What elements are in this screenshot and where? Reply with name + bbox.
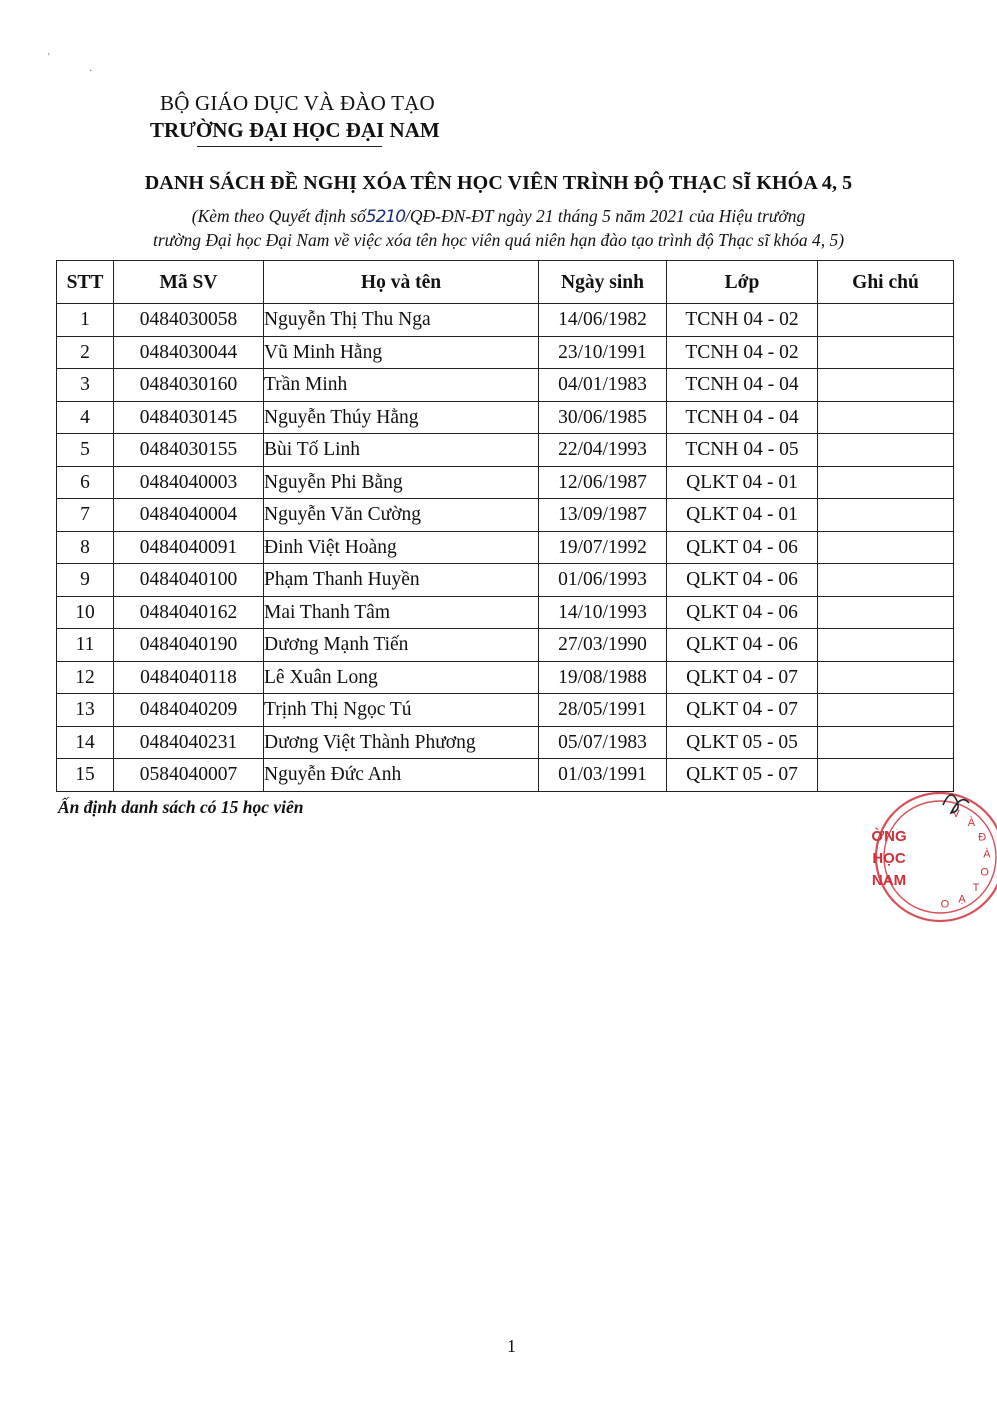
note-cell [818,564,954,597]
table-row [57,596,954,629]
full-name: Trịnh Thị Ngọc Tú [264,694,539,727]
birth-date: 28/05/1991 [539,694,667,727]
note-cell [818,304,954,337]
official-seal [845,765,991,940]
note-cell [818,401,954,434]
table-row [57,304,954,337]
birth-date: 22/04/1993 [539,434,667,467]
header-student-id: Mã SV [114,261,264,304]
table-row [57,629,954,662]
full-name: Nguyễn Phi Bằng [264,466,539,499]
class-code: TCNH 04 - 05 [667,434,818,467]
subtitle-prefix: (Kèm theo Quyết định số [191,206,366,226]
class-code: QLKT 04 - 01 [667,499,818,532]
row-number: 7 [57,499,114,532]
note-cell [818,694,954,727]
row-number: 9 [57,564,114,597]
full-name: Phạm Thanh Huyền [264,564,539,597]
note-cell [818,369,954,402]
seal-ring-letter: Đ [978,831,987,844]
header-stt: STT [57,261,114,304]
birth-date: 14/10/1993 [539,596,667,629]
student-id: 0484040100 [114,564,264,597]
class-code: QLKT 04 - 06 [667,629,818,662]
seal-ring-letter: T [972,882,980,895]
table-row [57,401,954,434]
student-id: 0484040004 [114,499,264,532]
birth-date: 12/06/1987 [539,466,667,499]
note-cell [818,531,954,564]
note-cell [818,661,954,694]
note-cell [818,434,954,467]
full-name: Nguyễn Văn Cường [264,499,539,532]
student-id: 0484040162 [114,596,264,629]
student-id: 0484030058 [114,304,264,337]
header-birth-date: Ngày sinh [539,261,667,304]
class-code: TCNH 04 - 04 [667,401,818,434]
table-row [57,564,954,597]
birth-date: 19/08/1988 [539,661,667,694]
student-id: 0584040007 [114,759,264,792]
row-number: 8 [57,531,114,564]
full-name: Trần Minh [264,369,539,402]
birth-date: 04/01/1983 [539,369,667,402]
student-id: 0484040003 [114,466,264,499]
full-name: Dương Mạnh Tiến [264,629,539,662]
full-name: Dương Việt Thành Phương [264,726,539,759]
table-row [57,694,954,727]
birth-date: 30/06/1985 [539,401,667,434]
note-cell [818,726,954,759]
page-number: 1 [507,1336,516,1356]
seal-ring-letter: V [952,807,960,820]
scan-mark: · [89,66,93,77]
class-code: QLKT 05 - 07 [667,759,818,792]
full-name: Lê Xuân Long [264,661,539,694]
class-code: QLKT 04 - 06 [667,531,818,564]
class-code: QLKT 04 - 06 [667,596,818,629]
class-code: QLKT 04 - 06 [667,564,818,597]
class-code: QLKT 04 - 01 [667,466,818,499]
table-row [57,336,954,369]
row-number: 5 [57,434,114,467]
row-number: 10 [57,596,114,629]
seal-ring-letter: Ạ [958,893,966,906]
table-body [57,304,954,792]
row-number: 12 [57,661,114,694]
birth-date: 05/07/1983 [539,726,667,759]
table-row [57,531,954,564]
row-number: 3 [57,369,114,402]
table-row [57,369,954,402]
birth-date: 27/03/1990 [539,629,667,662]
row-number: 13 [57,694,114,727]
subtitle-suffix: /QĐ-ĐN-ĐT ngày 21 tháng 5 năm 2021 của Hiệu trưởng [405,206,806,226]
student-id: 0484030155 [114,434,264,467]
subtitle-line-1 [0,206,997,227]
full-name: Bùi Tố Linh [264,434,539,467]
full-name: Vũ Minh Hằng [264,336,539,369]
table-row [57,661,954,694]
note-cell [818,466,954,499]
table-header-row [57,261,954,304]
birth-date: 01/03/1991 [539,759,667,792]
birth-date: 01/06/1993 [539,564,667,597]
ministry-name: BỘ GIÁO DỤC VÀ ĐÀO TẠO [160,91,435,115]
seal-ring-letter: O [980,866,989,879]
student-id: 0484030160 [114,369,264,402]
row-number: 4 [57,401,114,434]
header-notes: Ghi chú [818,261,954,304]
class-code: TCNH 04 - 02 [667,304,818,337]
table-row [57,759,954,792]
note-cell [818,629,954,662]
seal-text-line: NAM [871,872,907,889]
student-id: 0484030145 [114,401,264,434]
note-cell [818,336,954,369]
decision-number: 5210 [365,207,406,227]
class-code: QLKT 04 - 07 [667,661,818,694]
student-id: 0484040209 [114,694,264,727]
class-code: TCNH 04 - 04 [667,369,818,402]
full-name: Nguyễn Đức Anh [264,759,539,792]
full-name: Mai Thanh Tâm [264,596,539,629]
seal-text-line: HỌC [872,850,906,867]
row-number: 2 [57,336,114,369]
row-number: 1 [57,304,114,337]
birth-date: 23/10/1991 [539,336,667,369]
seal-text-line: ỜNG [871,828,907,845]
student-id: 0484040091 [114,531,264,564]
full-name: Nguyễn Thúy Hằng [264,401,539,434]
table-row [57,434,954,467]
full-name: Đinh Việt Hoàng [264,531,539,564]
seal-ring-letter: À [983,848,991,861]
birth-date: 14/06/1982 [539,304,667,337]
table-row [57,466,954,499]
note-cell [818,596,954,629]
full-name: Nguyễn Thị Thu Nga [264,304,539,337]
header-underline [197,146,382,147]
header-class: Lớp [667,261,818,304]
table-row [57,726,954,759]
note-cell [818,499,954,532]
seal-ring-letter: O [940,898,950,911]
document-title: DANH SÁCH ĐỀ NGHỊ XÓA TÊN HỌC VIÊN TRÌNH ĐỘ THẠC SĨ KHÓA 4, 5 [144,172,853,194]
table-row [57,499,954,532]
header-full-name: Họ và tên [264,261,539,304]
scan-mark: ' [48,52,50,63]
row-number: 6 [57,466,114,499]
student-id: 0484040231 [114,726,264,759]
class-code: QLKT 04 - 07 [667,694,818,727]
class-code: TCNH 04 - 02 [667,336,818,369]
student-id: 0484040118 [114,661,264,694]
subtitle-line-2: trường Đại học Đại Nam về việc xóa tên học viên quá niên hạn đào tạo trình độ Thạc sĩ khóa 4, 5) [152,230,845,250]
seal-ring-letter: À [967,817,976,830]
class-code: QLKT 05 - 05 [667,726,818,759]
student-table [56,260,954,792]
summary-note: Ấn định danh sách có 15 học viên [58,797,304,817]
student-id: 0484030044 [114,336,264,369]
birth-date: 19/07/1992 [539,531,667,564]
birth-date: 13/09/1987 [539,499,667,532]
row-number: 15 [57,759,114,792]
school-name: TRƯỜNG ĐẠI HỌC ĐẠI NAM [150,118,440,142]
student-id: 0484040190 [114,629,264,662]
row-number: 11 [57,629,114,662]
row-number: 14 [57,726,114,759]
